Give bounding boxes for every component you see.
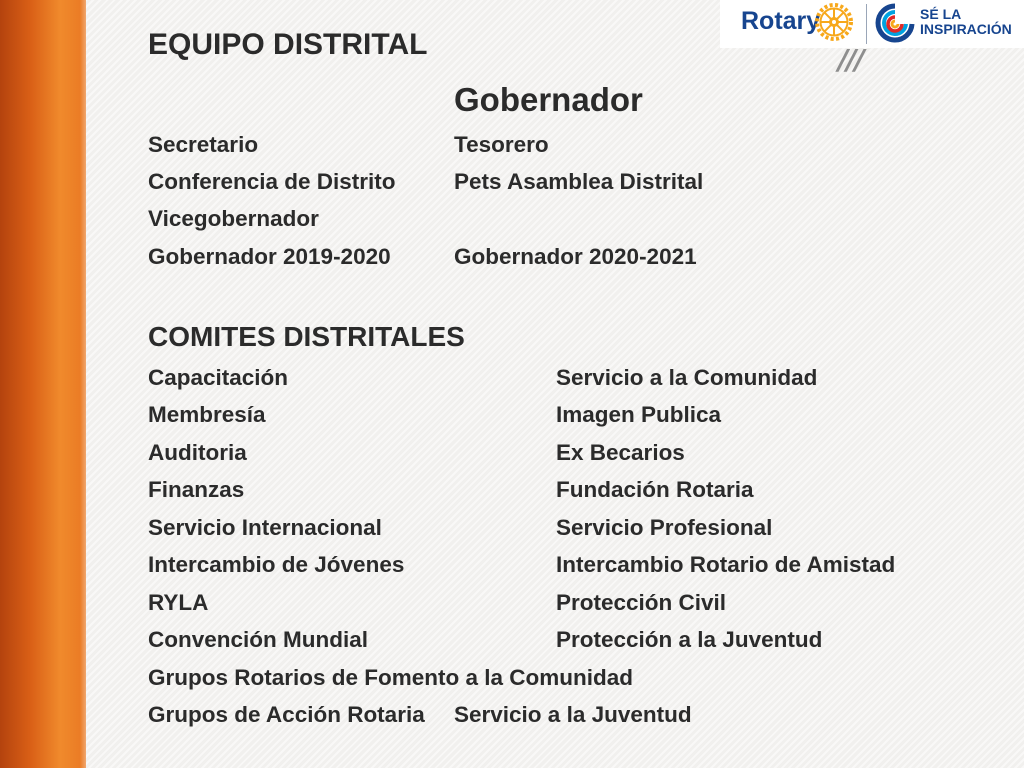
team-right-item: Gobernador 2020-2021 [454,244,697,269]
governor-heading: Gobernador [454,81,643,118]
team-left-item: Gobernador 2019-2020 [148,244,391,269]
left-decorative-bar [0,0,86,768]
tagline-line-2: INSPIRACIÓN [920,21,1012,37]
committee-left-item: Servicio Internacional [148,515,382,540]
tagline-line-1: SÉ LA [920,6,962,22]
committee-right-item: Protección Civil [556,590,727,615]
inspiration-swirl-icon [874,2,916,46]
committee-footer-left: Grupos de Acción Rotaria [148,702,425,727]
committee-left-item: Convención Mundial [148,627,369,652]
decorative-slashes: /// [838,43,863,76]
committee-left-item: Capacitación [148,365,289,390]
committee-left-item: Intercambio de Jóvenes [148,552,405,577]
committee-footer-right: Servicio a la Juventud [454,702,692,727]
team-left-item: Conferencia de Distrito [148,169,396,194]
team-left-item: Vicegobernador [148,206,319,231]
rotary-wordmark: Rotary [741,7,821,35]
committee-left-item: Finanzas [148,477,245,502]
rotary-wheel-icon [814,2,854,42]
committee-right-item: Imagen Publica [556,402,722,427]
page-title: EQUIPO DISTRITAL [148,28,428,61]
committee-right-item: Protección a la Juventud [556,627,823,652]
committee-left-item: Membresía [148,402,266,427]
logo-panel [720,0,1024,48]
committee-right-item: Ex Becarios [556,440,685,465]
committee-left-item: RYLA [148,590,209,615]
team-right-item: Pets Asamblea Distrital [454,169,704,194]
team-right-item: Tesorero [454,132,549,157]
committee-right-item: Servicio a la Comunidad [556,365,818,390]
team-left-item: Secretario [148,132,259,157]
committees-heading: COMITES DISTRITALES [148,321,465,352]
committee-right-item: Servicio Profesional [556,515,773,540]
logo-divider [866,4,867,44]
committee-right-item: Intercambio Rotario de Amistad [556,552,896,577]
committee-left-item: Auditoria [148,440,247,465]
committee-right-item: Fundación Rotaria [556,477,754,502]
committee-footer-line: Grupos Rotarios de Fomento a la Comunidad [148,665,634,690]
inspiration-tagline [920,7,1012,37]
